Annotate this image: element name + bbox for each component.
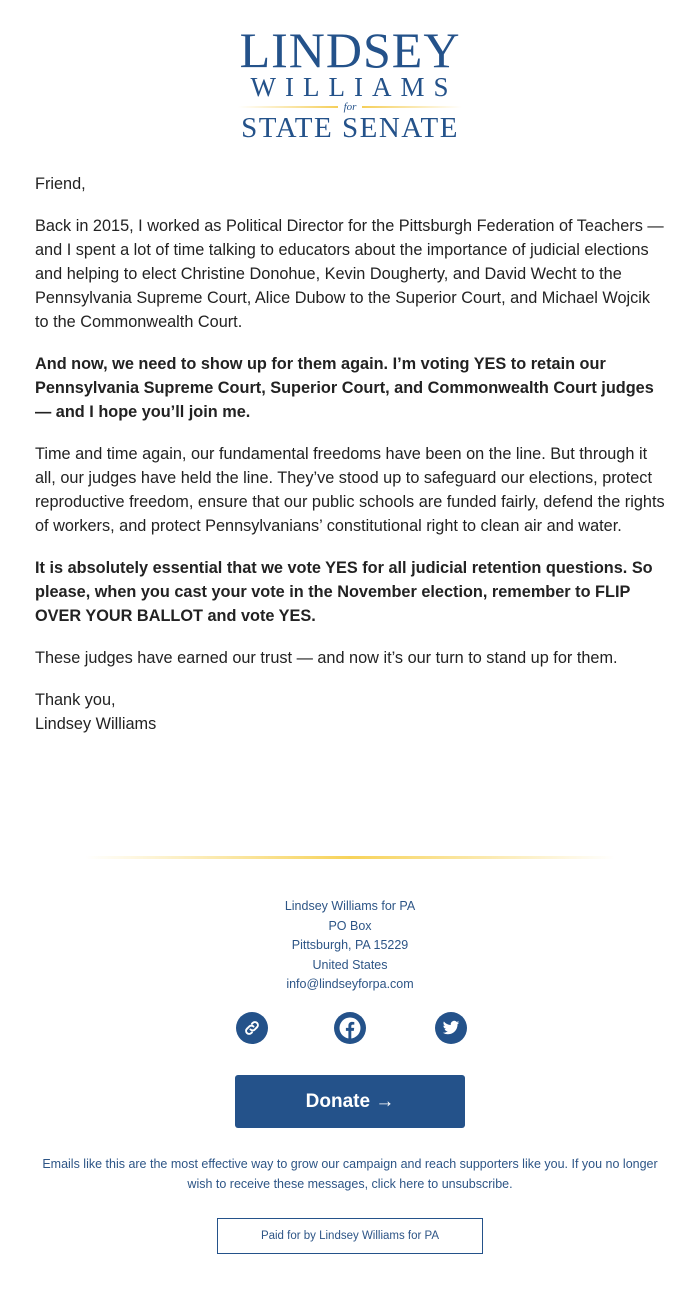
website-link-button[interactable] [236, 1012, 268, 1044]
gold-divider [85, 856, 615, 859]
unsubscribe-disclaimer[interactable]: Emails like this are the most effective way to grow our campaign and reach supporters like you. If you no longer wish to receive these messages, click here to unsubscribe. [42, 1157, 658, 1191]
org-name: Lindsey Williams for PA [284, 899, 416, 913]
signoff: Thank you, [35, 691, 116, 709]
logo-name: LINDSEY [239, 22, 461, 78]
paragraph: These judges have earned our trust — and now it’s our turn to stand up for them. [35, 649, 618, 667]
paid-for-by-box: Paid for by Lindsey Williams for PA [217, 1218, 483, 1254]
email-link[interactable]: info@lindseyforpa.com [286, 977, 414, 991]
paragraph: Time and time again, our fundamental freedoms have been on the line. But through it all, our judges have held the line. They’ve stood up to safeguard our elections, protect reproductive freedom, ensure that our public schools are funded fairly, defend the rights of workers, and protect Pennsylvanians’ constitutional right to clean air and water. [35, 445, 665, 535]
campaign-logo [220, 22, 480, 144]
twitter-button[interactable] [435, 1012, 467, 1044]
bold-paragraph: It is absolutely essential that we vote YES for all judicial retention questions. So please, when you cast your vote in the November election, remember to FLIP OVER YOUR BALLOT and vote YES. [35, 559, 653, 625]
bold-paragraph: And now, we need to show up for them again. I’m voting YES to retain our Pennsylvania Supreme Court, Superior Court, and Commonwealth Court judges — and I hope you’ll join me. [35, 355, 654, 421]
facebook-button[interactable] [334, 1012, 366, 1044]
greeting: Friend, [35, 175, 86, 193]
logo-surname: WILLIAMS [250, 72, 458, 102]
logo-for: for [220, 100, 480, 114]
signature: Lindsey Williams [35, 715, 157, 733]
country: United States [312, 957, 388, 972]
po-box: PO Box [328, 918, 372, 933]
email-body [35, 172, 667, 736]
footer-address [0, 897, 700, 995]
facebook-icon [338, 1016, 362, 1040]
twitter-icon [442, 1019, 460, 1037]
city: Pittsburgh, PA 15229 [291, 938, 409, 952]
logo-office: STATE SENATE [241, 112, 459, 144]
paragraph: Back in 2015, I worked as Political Director for the Pittsburgh Federation of Teachers — and I spent a lot of time talking to educators about the importance of judicial elections and helping to elect Christine Donohue, Kevin Dougherty, and David Wecht to the Pennsylvania Supreme Court, Alice Dubow to the Superior Court, and Michael Wojcik to the Commonwealth Court. [35, 217, 664, 331]
link-icon [243, 1019, 261, 1037]
donate-button[interactable]: Donate → [235, 1075, 465, 1128]
